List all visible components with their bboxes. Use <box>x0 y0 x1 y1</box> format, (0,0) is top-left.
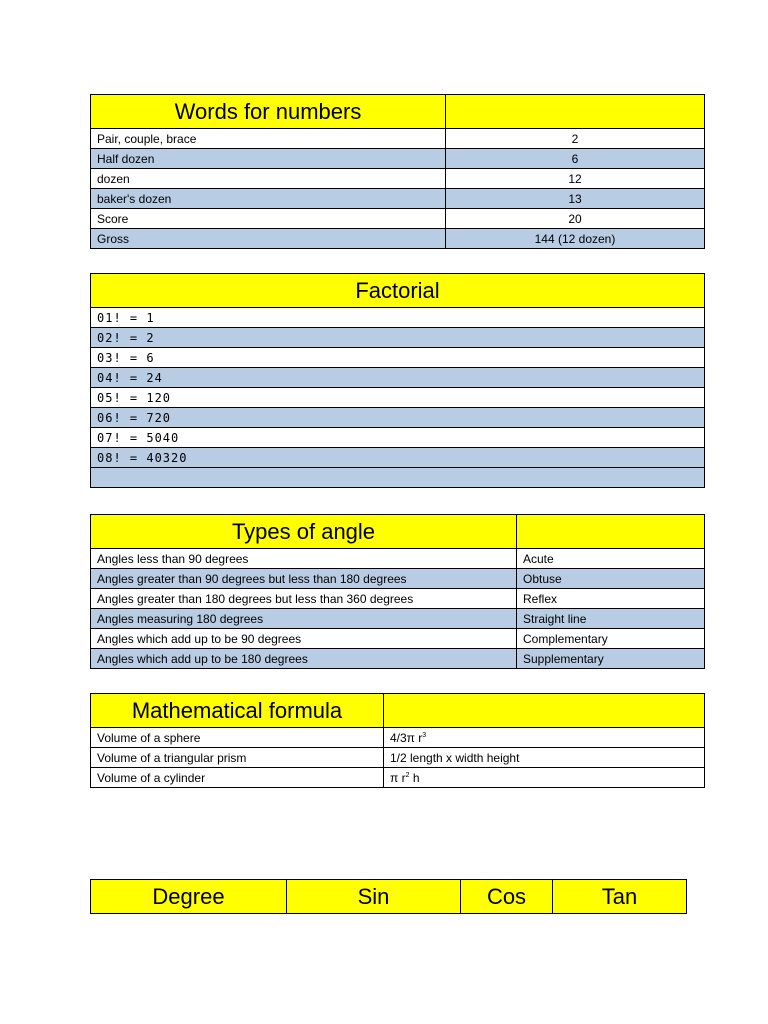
table-row <box>91 569 705 589</box>
table-row <box>91 589 705 609</box>
angle-name-cell: Straight line <box>517 609 705 629</box>
factorial-cell: 06! = 720 <box>91 408 705 428</box>
factorial-cell: 08! = 40320 <box>91 448 705 468</box>
factorial-table <box>90 273 705 488</box>
formula-main: π r <box>390 770 406 785</box>
factorial-title: Factorial <box>91 274 705 308</box>
angle-desc-cell: Angles measuring 180 degrees <box>91 609 517 629</box>
formula-name-cell: Volume of a triangular prism <box>91 748 384 768</box>
number-cell: 20 <box>446 209 705 229</box>
types-of-angle-title: Types of angle <box>91 515 517 549</box>
table-row <box>91 209 705 229</box>
angle-name-cell: Obtuse <box>517 569 705 589</box>
table-row <box>91 448 705 468</box>
factorial-cell: 05! = 120 <box>91 388 705 408</box>
table-row <box>91 768 705 788</box>
trig-header-tan: Tan <box>553 880 687 914</box>
angle-name-cell: Complementary <box>517 629 705 649</box>
angle-desc-cell: Angles less than 90 degrees <box>91 549 517 569</box>
angle-name-cell: Supplementary <box>517 649 705 669</box>
table-header-row <box>91 515 705 549</box>
angle-desc-cell: Angles which add up to be 90 degrees <box>91 629 517 649</box>
table-header-row <box>91 95 705 129</box>
factorial-cell: 07! = 5040 <box>91 428 705 448</box>
table-row <box>91 348 705 368</box>
table-row <box>91 308 705 328</box>
formula-name-cell: Volume of a sphere <box>91 728 384 748</box>
word-cell: Gross <box>91 229 446 249</box>
factorial-cell: 01! = 1 <box>91 308 705 328</box>
mathematical-formula-title: Mathematical formula <box>91 694 384 728</box>
formula-main: 4/3π r <box>390 730 423 745</box>
table-row <box>91 649 705 669</box>
angle-desc-cell: Angles greater than 90 degrees but less than 180 degrees <box>91 569 517 589</box>
formula-tail: h <box>409 770 420 785</box>
formula-cell <box>384 728 705 748</box>
factorial-cell <box>91 468 705 488</box>
table-row <box>91 549 705 569</box>
word-cell: dozen <box>91 169 446 189</box>
table-row <box>91 229 705 249</box>
trig-header-sin: Sin <box>287 880 461 914</box>
word-cell: baker's dozen <box>91 189 446 209</box>
table-row <box>91 609 705 629</box>
word-cell: Score <box>91 209 446 229</box>
formula-name-cell: Volume of a cylinder <box>91 768 384 788</box>
number-cell: 144 (12 dozen) <box>446 229 705 249</box>
formula-cell <box>384 768 705 788</box>
table-row <box>91 408 705 428</box>
trig-table <box>90 879 687 914</box>
types-of-angle-table <box>90 514 705 669</box>
formula-cell <box>384 748 705 768</box>
mathematical-formula-table <box>90 693 705 788</box>
angle-name-cell: Reflex <box>517 589 705 609</box>
number-cell: 13 <box>446 189 705 209</box>
table-header-row <box>91 274 705 308</box>
words-for-numbers-table <box>90 94 705 249</box>
table-row <box>91 169 705 189</box>
formula-main: 1/2 length x width height <box>390 750 520 765</box>
number-cell: 2 <box>446 129 705 149</box>
table-row <box>91 129 705 149</box>
factorial-cell: 02! = 2 <box>91 328 705 348</box>
trig-header-degree: Degree <box>91 880 287 914</box>
header-empty-cell <box>446 95 705 129</box>
formula-exponent: 2 <box>405 771 410 779</box>
angle-name-cell: Acute <box>517 549 705 569</box>
table-row <box>91 149 705 169</box>
table-header-row <box>91 694 705 728</box>
trig-header-row <box>91 880 687 914</box>
table-row <box>91 748 705 768</box>
number-cell: 6 <box>446 149 705 169</box>
factorial-cell: 04! = 24 <box>91 368 705 388</box>
trig-header-cos: Cos <box>461 880 553 914</box>
table-row <box>91 388 705 408</box>
header-empty-cell <box>384 694 705 728</box>
table-row <box>91 629 705 649</box>
angle-desc-cell: Angles which add up to be 180 degrees <box>91 649 517 669</box>
words-for-numbers-title: Words for numbers <box>91 95 446 129</box>
angle-desc-cell: Angles greater than 180 degrees but less than 360 degrees <box>91 589 517 609</box>
table-row <box>91 328 705 348</box>
word-cell: Half dozen <box>91 149 446 169</box>
table-row <box>91 189 705 209</box>
table-row <box>91 368 705 388</box>
formula-exponent: 3 <box>422 731 427 739</box>
table-row <box>91 428 705 448</box>
number-cell: 12 <box>446 169 705 189</box>
word-cell: Pair, couple, brace <box>91 129 446 149</box>
header-empty-cell <box>517 515 705 549</box>
factorial-cell: 03! = 6 <box>91 348 705 368</box>
table-row <box>91 728 705 748</box>
table-row <box>91 468 705 488</box>
